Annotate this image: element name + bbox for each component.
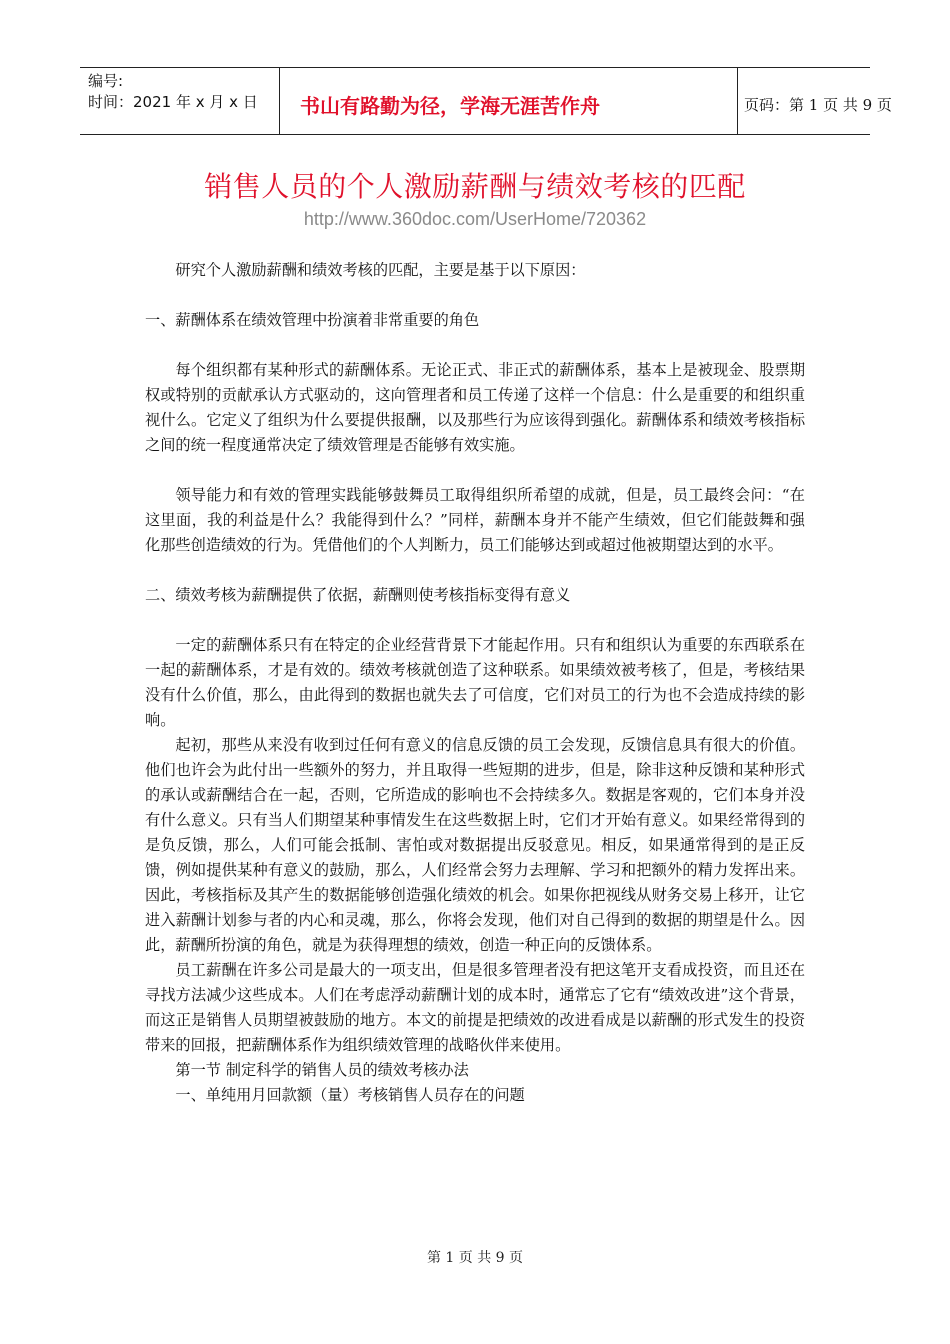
intro-paragraph: 研究个人激励薪酬和绩效考核的匹配，主要是基于以下原因：	[175, 261, 586, 279]
header-info-cell	[80, 68, 280, 134]
document-number-label: 编号:	[88, 72, 124, 90]
section-heading-2: 二、绩效考核为薪酬提供了依据，薪酬则使考核指标变得有意义	[145, 586, 571, 604]
document-body	[145, 258, 805, 1108]
body-paragraph: 每个组织都有某种形式的薪酬体系。无论正式、非正式的薪酬体系，基本上是被现金、股票期权或特别的贡献承认方式驱动的，这向管理者和员工传递了这样一个信息：什么是重要的和组织重视什么。它定义了组织为什么要提供报酬，以及那些行为应该得到强化。薪酬体系和绩效考核指标之间的统一程度通常决定了绩效管理是否能够有效实施。	[145, 361, 805, 454]
header-motto-cell	[280, 68, 738, 134]
header-page-cell	[738, 68, 892, 134]
document-header-table	[80, 67, 892, 135]
body-paragraph: 一定的薪酬体系只有在特定的企业经营背景下才能起作用。只有和组织认为重要的东西联系在一起的薪酬体系，才是有效的。绩效考核就创造了这种联系。如果绩效被考核了，但是，考核结果没有什么价值，那么，由此得到的数据也就失去了可信度，它们对员工的行为也不会造成持续的影响。	[145, 636, 805, 729]
section-heading-1: 一、薪酬体系在绩效管理中扮演着非常重要的角色	[145, 311, 480, 329]
chapter-heading: 第一节 制定科学的销售人员的绩效考核办法	[175, 1061, 469, 1079]
document-date-label: 时间：2021 年 x 月 x 日	[88, 93, 258, 111]
motto-text: 书山有路勤为径，学海无涯苦作舟	[300, 93, 600, 118]
body-paragraph: 员工薪酬在许多公司是最大的一项支出，但是很多管理者没有把这笔开支看成投资，而且还在寻找方法减少这些成本。人们在考虑浮动薪酬计划的成本时，通常忘了它有“绩效改进”这个背景，而这正是销售人员期望被鼓励的地方。本文的前提是把绩效的改进看成是以薪酬的形式发生的投资带来的回报，把薪酬体系作为组织绩效管理的战略伙伴来使用。	[145, 961, 805, 1054]
subsection-heading: 一、单纯用月回款额（量）考核销售人员存在的问题	[175, 1086, 525, 1104]
body-paragraph: 起初，那些从来没有收到过任何有意义的信息反馈的员工会发现，反馈信息具有很大的价值。他们也许会为此付出一些额外的努力，并且取得一些短期的进步，但是，除非这种反馈和某种形式的承认或薪酬结合在一起，否则，它所造成的影响也不会持续多久。数据是客观的，它们本身并没有什么意义。只有当人们期望某种事情发生在这些数据上时，它们才开始有意义。如果经常得到的是负反馈，那么，人们可能会抵制、害怕或对数据提出反驳意见。相反，如果通常得到的是正反馈，例如提供某种有意义的鼓励，那么，人们经常会努力去理解、学习和把额外的精力发挥出来。因此，考核指标及其产生的数据能够创造强化绩效的机会。如果你把视线从财务交易上移开，让它进入薪酬计划参与者的内心和灵魂，那么，你将会发现，他们对自己得到的数据的期望是什么。因此，薪酬所扮演的角色，就是为获得理想的绩效，创造一种正向的反馈体系。	[145, 736, 805, 954]
source-url: http://www.360doc.com/UserHome/720362	[303, 209, 647, 229]
page-number-label: 页码：第 1 页 共 9 页	[744, 95, 892, 114]
body-paragraph: 领导能力和有效的管理实践能够鼓舞员工取得组织所希望的成就，但是，员工最终会问：“在这里面，我的利益是什么？我能得到什么？”同样，薪酬本身并不能产生绩效，但它们能鼓舞和强化那些创造绩效的行为。凭借他们的个人判断力，员工们能够达到或超过他被期望达到的水平。	[145, 486, 805, 554]
document-title: 销售人员的个人激励薪酬与绩效考核的匹配	[204, 170, 746, 203]
page-footer: 第 1 页 共 9 页	[426, 1250, 524, 1266]
